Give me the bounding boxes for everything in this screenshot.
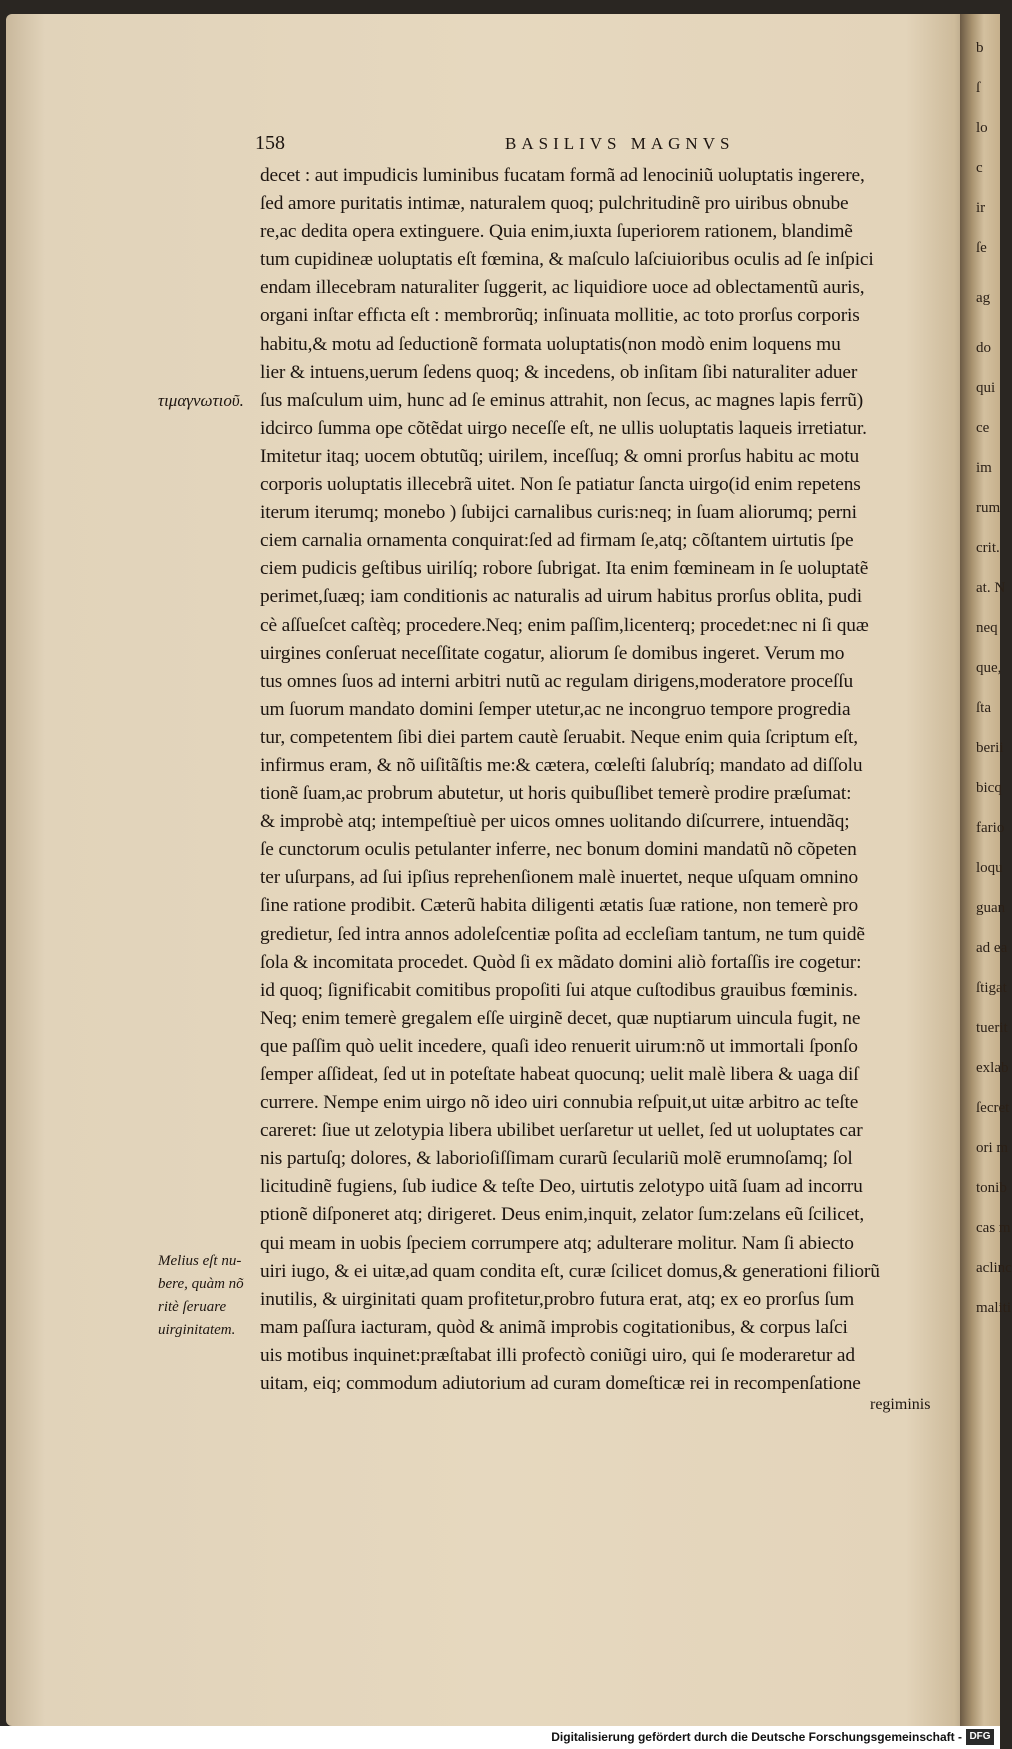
facing-page-fragment: c [976, 160, 983, 176]
text-line: re,ac dedita opera extinguere. Quia enim,iuxta ſuperiorem rationem, blandimẽ [260, 221, 853, 243]
facing-page-fragment: do [976, 340, 991, 356]
dfg-logo: DFG [966, 1729, 994, 1745]
text-line: ſine ratione prodibit. Cæterũ habita diligenti ætatis ſuæ ratione, non temerè pro [260, 895, 858, 917]
facing-page-fragment: guan [976, 900, 1006, 916]
facing-page-fragment: ir [976, 200, 986, 216]
text-line: inutilis, & uirginitati quam profitetur,probro futura erat, atq; ex eo prorſus ſum [260, 1288, 855, 1310]
text-line: ſe cunctorum oculis petulanter inferre, nec bonum domini mandatũ nõ cõpeten [260, 839, 857, 861]
text-line: uiri iugo, & ei uitæ,ad quam condita eſt, curæ ſcilicet domus,& generationi filiorũ [260, 1260, 880, 1282]
facing-page-fragment: ſecret [976, 1100, 1010, 1116]
text-line: Imitetur itaq; uocem obtutũq; uirilem, inceſſuq; & omni prorſus habitu ac motu [260, 445, 859, 467]
text-line: perimet,ſuæq; iam conditionis ac naturalis ad uirum habitus prorſus oblita, pudi [260, 586, 862, 608]
facing-page-fragment: ag [976, 290, 991, 306]
text-line: uis motibus inquinet:præſtabat illi profectò coniũgi uiro, qui ſe moderaretur ad [260, 1344, 855, 1366]
text-line: iterum iterumq; monebo ) ſubijci carnalibus curis:neq; in ſuam aliorumq; perni [260, 502, 857, 524]
facing-page-fragment: bicq [976, 780, 1002, 796]
facing-page-fragment: fario [976, 820, 1005, 836]
margin-note-greek: τιμαγνωτιοῦ. [158, 391, 244, 410]
text-line: ſola & incomitata procedet. Quòd ſi ex mãdato domini aliò fortaſſis ire cogetur: [260, 951, 862, 973]
text-line: idcirco ſumma ope cõtẽdat uirgo neceſſe eſt, ne ullis uoluptatis laqueis irretiatur. [260, 417, 867, 439]
facing-page-fragment: qui [976, 380, 996, 396]
text-line: nis partuſq; dolores, & laborioſiſſimam curarũ ſeculariũ molẽ erumnoſamq; ſol [260, 1148, 853, 1170]
facing-page-fragment: ce [976, 420, 990, 436]
text-line: ter uſurpans, ad ſui ipſius reprehenſionem malè inuertet, neque uſquam omnino [260, 867, 859, 889]
facing-page-fragment: cas m [976, 1220, 1011, 1236]
margin-note-line: bere, quàm nõ [158, 1276, 244, 1292]
text-line: tur, competentem ſibi diei partem cautè ſeruabit. Neque enim quia ſcriptum eſt, [260, 726, 858, 748]
facing-page-fragment: ſ [976, 80, 981, 96]
text-line: decet : aut impudicis luminibus fucatam formã ad lenociniũ uoluptatis ingerere, [260, 165, 865, 186]
text-line: mam paſſura iacturam, quòd & animã improbis cogitationibus, & corpus laſci [260, 1316, 848, 1338]
facing-page-edge [970, 20, 1012, 1720]
margin-note-line: uirginitatem. [158, 1322, 236, 1338]
text-line: que paſſim quò uelit incedere, quaſi ideo renuerit uirum:nõ ut immortali ſponſo [260, 1035, 858, 1057]
main-text-block [260, 162, 960, 1398]
facing-page-fragment: ſtigat [976, 980, 1007, 996]
text-line: tum cupidineæ uoluptatis eſt fœmina, & maſculo laſciuioribus oculis ad ſe inſpici [260, 249, 874, 271]
text-line: uitam, eiq; commodum adiutorium ad curam domeſticæ rei in recompenſatione [260, 1373, 861, 1395]
text-line: ptionẽ diſponeret atq; dirigeret. Deus enim,inquit, zelator ſum:zelans eũ ſcilicet, [260, 1204, 865, 1226]
text-line: Neq; enim temerè gregalem eſſe uirginẽ decet, quæ nuptiarum uincula fugit, ne [260, 1007, 861, 1029]
facing-page-fragment: maliti [976, 1300, 1011, 1316]
facing-page-fragment: b [976, 40, 984, 56]
text-line: & improbè atq; intempeſtiuè per uicos omnes uolitando diſcurrere, intuendãq; [260, 811, 850, 833]
facing-page-fragment: tonib [976, 1180, 1007, 1196]
text-line: gredietur, ſed intra annos adoleſcentiæ poſita ad eccleſiam tantum, ne tum quidẽ [260, 923, 865, 945]
digitization-footer [0, 1726, 1000, 1749]
margin-note-latin [158, 1250, 258, 1342]
facing-page-fragment: ſta [976, 700, 991, 716]
text-line: uirgines conſeruat neceſſitate cogatur, aliorum ſe domibus ingeret. Verum mo [260, 642, 845, 664]
facing-page-fragment: at. N [976, 580, 1006, 596]
text-line: currere. Nempe enim uirgo nõ ideo uiri connubia reſpuit,ut uitæ arbitro ac teſte [260, 1092, 859, 1114]
facing-page-fragment: ſe [976, 240, 987, 256]
facing-page-fragment: tuerit [976, 1020, 1008, 1036]
facing-page-fragment: lo [976, 120, 988, 136]
text-line: organi inſtar effıcta eſt : membrorũq; inſinuata mollitie, ac toto prorſus corporis [260, 305, 860, 327]
text-line: id quoq; ſignificabit comitibus propoſiti ſui atque cuſtodibus grauibus fœminis. [260, 979, 858, 1001]
text-line: careret: ſiue ut zelotypia libera ubilibet uerſaretur ut uellet, ſed ut uoluptates car [260, 1120, 863, 1142]
facing-page-fragment: crit. [976, 540, 1000, 556]
margin-note-line: ritè ſeruare [158, 1299, 227, 1315]
facing-page-fragment: neq [976, 620, 998, 636]
text-line: qui meam in uobis ſpeciem corrumpere atq; adulterare molitur. Nam ſi abiecto [260, 1232, 854, 1254]
margin-note-line: Melius eſt nu- [158, 1253, 242, 1269]
facing-page-fragment: loqu [976, 860, 1003, 876]
text-line: um ſuorum mandato domini ſemper utetur,ac ne incongruo tempore progredia [260, 698, 851, 720]
text-line: habitu,& motu ad ſeductionẽ formata uoluptatis(non modò enim loquens mu [260, 333, 841, 355]
page-header [255, 132, 810, 160]
text-line: endam illecebram naturaliter ſuggerit, ac liquidiore uoce ad oblectamentũ auris, [260, 277, 865, 299]
text-line: tus omnes ſuos ad interni arbitri nutũ ac regulam dirigens,moderatore proceſſu [260, 670, 854, 692]
text-line: infirmus eram, & nõ uiſitãſtis me:& cætera, cœleſti ſalubríq; mandato ad diſſolu [260, 754, 863, 776]
text-line: cè aſſueſcet caſtèq; procedere.Neq; enim paſſim,licenterq; procedet:nec ni ſi quæ [260, 614, 869, 636]
catchword: regiminis [870, 1396, 931, 1413]
facing-page-fragment: rum [976, 500, 1001, 516]
facing-page-fragment: ad ea [976, 940, 1008, 956]
text-line: tionẽ ſuam,ac probrum abutetur, ut horis quibuſlibet temerè prodire præſumat: [260, 783, 852, 805]
text-line: ſus maſculum uim, hunc ad ſe eminus attrahit, non ſecus, ac magnes lapis ferrũ) [260, 389, 864, 411]
running-head: BASILIVS MAGNVS [505, 134, 735, 153]
text-line: ciem carnalia ornamenta conquirat:ſed ad firmam ſe,atq; cõſtantem uirtutis ſpe [260, 530, 854, 552]
facing-page-fragment: berii [976, 740, 1004, 756]
text-line: ſed amore puritatis intimæ, naturalem quoq; pulchritudinẽ pro uiribus obnube [260, 193, 849, 215]
text-line: ciem pudicis geſtibus uirilíq; robore ſubrigat. Ita enim fœmineam in ſe uoluptatẽ [260, 558, 869, 580]
text-line: corporis uoluptatis illecebrã uitet. Non ſe patiatur ſancta uirgo(id enim repetens [260, 474, 861, 496]
footer-credit: Digitalisierung gefördert durch die Deutsche Forschungsgemeinschaft - [551, 1730, 962, 1744]
text-line: lier & intuens,uerum ſedens quoq; & incedens, ob inſitam ſibi naturaliter aduer [260, 361, 858, 383]
text-line: licitudinẽ fugiens, ſub iudice & teſte Deo, uirtutis zelotypo uitã ſuam ad incorru [260, 1176, 863, 1198]
page-number: 158 [255, 132, 285, 154]
facing-page-fragment: im [976, 460, 992, 476]
facing-page-fragment: ori m [976, 1140, 1009, 1156]
facing-page-fragment: que, [976, 660, 1002, 676]
text-line: ſemper aſſideat, ſed ut in poteſtate habeat quocunq; uelit malè libera & uaga diſ [260, 1064, 859, 1085]
facing-page-fragment: aclinc [976, 1260, 1012, 1276]
facing-page-fragment: exlab [976, 1060, 1009, 1076]
